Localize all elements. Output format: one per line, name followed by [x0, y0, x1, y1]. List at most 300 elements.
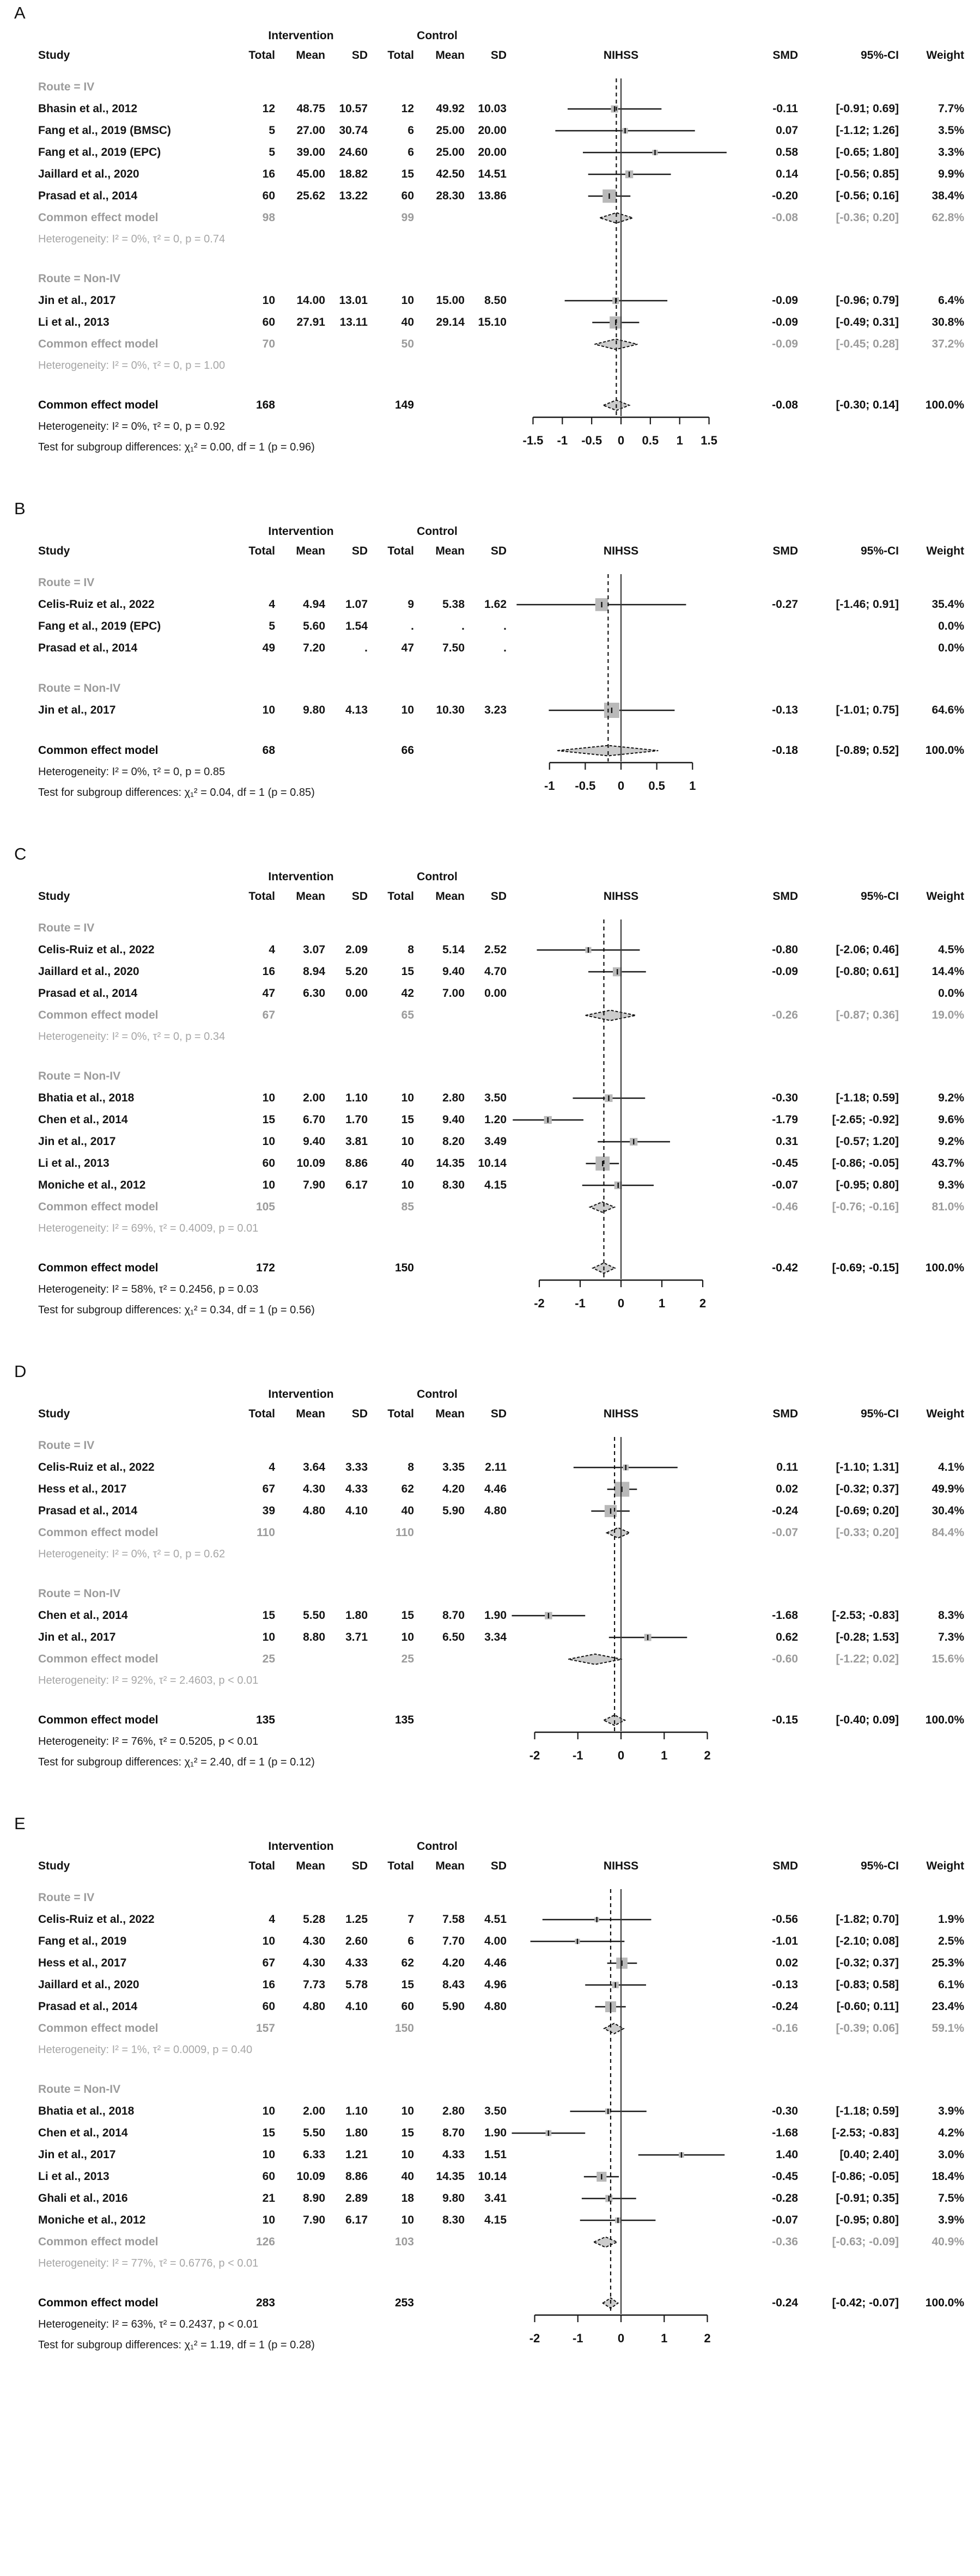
weight-value: 37.2%	[932, 338, 964, 350]
control-total-value: .	[411, 620, 414, 632]
control-sd-value: 1.90	[484, 2127, 507, 2139]
weight-column-header: Weight	[926, 1408, 964, 1420]
control-total-value: 10	[401, 1092, 414, 1104]
summary-row	[0, 1004, 980, 1026]
intervention-mean-value: 4.80	[303, 1505, 325, 1517]
study-label: Common effect model	[38, 2297, 159, 2309]
intervention-total-value: 10	[262, 1935, 275, 1947]
table-row	[0, 961, 980, 983]
smd-value: -0.28	[772, 2192, 798, 2204]
heterogeneity-row	[0, 1218, 980, 1239]
study-label: Celis-Ruiz et al., 2022	[38, 1461, 155, 1473]
spacer-row	[0, 1239, 980, 1257]
study-label: Ghali et al., 2016	[38, 2192, 128, 2204]
heterogeneity-text: Heterogeneity: I² = 63%, τ² = 0.2437, p < 0.01	[38, 2318, 259, 2330]
control-sd-value: 1.51	[484, 2148, 507, 2161]
control-mean-value: 9.40	[442, 965, 465, 978]
smd-value: -0.07	[772, 2214, 798, 2226]
control-sd-value: 3.41	[484, 2192, 507, 2204]
intervention-mean-column-header: Mean	[296, 49, 325, 62]
control-group-header: Control	[417, 525, 458, 538]
spacer-row	[0, 659, 980, 678]
weight-column-header: Weight	[926, 545, 964, 557]
intervention-mean-value: 4.94	[303, 598, 325, 611]
smd-value: -0.16	[772, 2022, 798, 2035]
control-mean-value: 2.80	[442, 1092, 465, 1104]
weight-value: 15.6%	[932, 1653, 964, 1665]
intervention-total-value: 15	[262, 1113, 275, 1126]
table-row	[0, 983, 980, 1004]
control-mean-value: 9.80	[442, 2192, 465, 2204]
control-sd-value: 4.51	[484, 1913, 507, 1926]
control-total-column-header: Total	[387, 1860, 414, 1872]
study-label: Celis-Ruiz et al., 2022	[38, 598, 155, 611]
intervention-total-column-header: Total	[248, 890, 275, 903]
group-header-row	[0, 27, 980, 45]
x-axis-tick-label: 0.5	[642, 434, 659, 447]
intervention-sd-value: 13.01	[339, 294, 368, 307]
overall-row	[0, 1709, 980, 1731]
x-axis-tick-label: -1	[544, 779, 555, 793]
x-axis	[507, 1279, 735, 1322]
study-label: Celis-Ruiz et al., 2022	[38, 1913, 155, 1926]
control-sd-column-header: SD	[490, 1860, 507, 1872]
weight-value: 2.5%	[938, 1935, 964, 1947]
intervention-group-header: Intervention	[268, 870, 334, 883]
test-text: Test for subgroup differences: χ₁² = 0.00, df = 1 (p = 0.96)	[38, 441, 315, 453]
smd-value: -0.45	[772, 1157, 798, 1170]
x-axis-tick-label: 1	[658, 1296, 666, 1310]
control-mean-value: 42.50	[436, 168, 465, 180]
heterogeneity-text: Heterogeneity: I² = 0%, τ² = 0, p = 0.34	[38, 1030, 226, 1043]
control-sd-value: 4.70	[484, 965, 507, 978]
intervention-sd-column-header: SD	[351, 890, 368, 903]
smd-value: -0.11	[772, 102, 798, 115]
intervention-mean-value: 5.60	[303, 620, 325, 632]
study-label: Moniche et al., 2012	[38, 1179, 146, 1191]
ci-value: [-1.10; 1.31]	[836, 1461, 899, 1473]
heterogeneity-row	[0, 2253, 980, 2274]
intervention-sd-value: 4.33	[345, 1957, 368, 1969]
table-row	[0, 1605, 980, 1627]
weight-value: 30.4%	[932, 1505, 964, 1517]
weight-value: 3.0%	[938, 2148, 964, 2161]
smd-value: 0.11	[776, 1461, 798, 1473]
subgroup-test-row	[0, 437, 980, 458]
spacer-row	[0, 1691, 980, 1709]
control-sd-value: 20.00	[478, 146, 507, 159]
forest-plot-panel-E	[0, 1814, 980, 2368]
intervention-total-value: 5	[269, 620, 275, 632]
table-row	[0, 1500, 980, 1522]
intervention-sd-value: 8.86	[345, 2170, 368, 2183]
study-label: Bhatia et al., 2018	[38, 1092, 135, 1104]
control-sd-value: 3.50	[484, 2105, 507, 2117]
spacer-row	[0, 249, 980, 268]
control-sd-value: 10.14	[478, 1157, 507, 1170]
intervention-total-value: 4	[269, 943, 275, 956]
study-column-header: Study	[38, 545, 70, 557]
control-mean-column-header: Mean	[435, 890, 465, 903]
intervention-sd-column-header: SD	[351, 49, 368, 62]
table-row	[0, 290, 980, 312]
intervention-sd-value: 3.81	[345, 1135, 368, 1148]
x-axis-tick-label: -2	[529, 2331, 540, 2345]
intervention-total-value: 60	[262, 2170, 275, 2183]
intervention-sd-value: 1.70	[345, 1113, 368, 1126]
weight-value: 1.9%	[938, 1913, 964, 1926]
smd-value: -0.24	[772, 1505, 798, 1517]
study-label: Common effect model	[38, 211, 159, 224]
table-row	[0, 312, 980, 333]
intervention-sd-value: 2.09	[345, 943, 368, 956]
x-axis-tick-label: 0	[617, 779, 625, 793]
control-sd-value: 4.46	[484, 1957, 507, 1969]
smd-value: -0.42	[772, 1262, 798, 1274]
intervention-total-column-header: Total	[248, 49, 275, 62]
ci-value: [-0.56; 0.16]	[836, 190, 899, 202]
heterogeneity-text: Heterogeneity: I² = 76%, τ² = 0.5205, p < 0.01	[38, 1735, 259, 1747]
subgroup-row	[0, 268, 980, 290]
heterogeneity-row	[0, 229, 980, 249]
control-sd-column-header: SD	[490, 1408, 507, 1420]
table-row	[0, 1627, 980, 1648]
study-label: Route = Non-IV	[38, 272, 121, 285]
forest-plot-panel-C	[0, 844, 980, 1333]
table-row	[0, 98, 980, 120]
test-text: Test for subgroup differences: χ₁² = 1.19, df = 1 (p = 0.28)	[38, 2339, 315, 2351]
smd-value: -0.80	[772, 943, 798, 956]
control-sd-value: 3.23	[484, 704, 507, 716]
intervention-total-value: 135	[255, 1714, 275, 1726]
weight-value: 7.5%	[938, 2192, 964, 2204]
control-sd-value: 3.49	[484, 1135, 507, 1148]
intervention-total-value: 16	[262, 168, 275, 180]
smd-value: -0.08	[772, 211, 798, 224]
weight-value: 43.7%	[932, 1157, 964, 1170]
study-label: Route = Non-IV	[38, 2083, 121, 2096]
weight-value: 30.8%	[932, 316, 964, 328]
control-total-column-header: Total	[387, 890, 414, 903]
intervention-sd-value: 4.10	[345, 2000, 368, 2013]
summary-row	[0, 1196, 980, 1218]
intervention-total-value: 4	[269, 598, 275, 611]
table-row	[0, 616, 980, 637]
control-sd-value: 15.10	[478, 316, 507, 328]
intervention-total-value: 47	[262, 987, 275, 1000]
table-row	[0, 2209, 980, 2231]
control-mean-value: 7.70	[442, 1935, 465, 1947]
study-label: Fang et al., 2019 (EPC)	[38, 620, 161, 632]
control-mean-value: 14.35	[436, 1157, 465, 1170]
x-axis-tick-label: -0.5	[581, 434, 602, 447]
table-row	[0, 699, 980, 721]
control-sd-value: 4.00	[484, 1935, 507, 1947]
control-total-column-header: Total	[387, 49, 414, 62]
weight-value: 6.1%	[938, 1978, 964, 1991]
ci-value: [-1.46; 0.91]	[836, 598, 899, 611]
intervention-mean-value: 7.90	[303, 2214, 325, 2226]
reference-lines	[507, 1887, 735, 2314]
x-axis-tick-label: -1	[575, 1296, 586, 1310]
weight-value: 100.0%	[925, 399, 964, 411]
control-total-value: 10	[401, 294, 414, 307]
weight-value: 84.4%	[932, 1526, 964, 1539]
intervention-mean-value: 5.28	[303, 1913, 325, 1926]
control-mean-value: 7.00	[442, 987, 465, 1000]
control-total-value: 150	[394, 1262, 414, 1274]
control-total-value: 10	[401, 2214, 414, 2226]
intervention-mean-value: 6.30	[303, 987, 325, 1000]
study-label: Common effect model	[38, 744, 159, 757]
ci-value: [-0.76; -0.16]	[832, 1201, 899, 1213]
heterogeneity-row	[0, 416, 980, 437]
smd-value: -1.79	[772, 1113, 798, 1126]
control-mean-value: 25.00	[436, 146, 465, 159]
study-label: Jaillard et al., 2020	[38, 965, 139, 978]
study-label: Hess et al., 2017	[38, 1483, 127, 1495]
control-sd-value: 8.50	[484, 294, 507, 307]
smd-value: 0.07	[776, 124, 798, 137]
table-row	[0, 1174, 980, 1196]
x-axis	[507, 1731, 735, 1774]
x-axis-tick-label: 1	[676, 434, 683, 447]
control-total-value: 15	[401, 168, 414, 180]
table-row	[0, 163, 980, 185]
panel-letter: B	[14, 499, 26, 518]
control-mean-value: 6.50	[442, 1631, 465, 1643]
x-axis-tick-label: 1	[689, 779, 696, 793]
control-sd-value: 1.62	[484, 598, 507, 611]
x-axis-tick-label: -0.5	[575, 779, 596, 793]
intervention-sd-value: 24.60	[339, 146, 368, 159]
control-total-column-header: Total	[387, 545, 414, 557]
table-row	[0, 594, 980, 616]
intervention-mean-value: 6.70	[303, 1113, 325, 1126]
study-label: Fang et al., 2019 (EPC)	[38, 146, 161, 159]
control-total-value: 99	[401, 211, 414, 224]
intervention-sd-column-header: SD	[351, 1860, 368, 1872]
study-label: Jaillard et al., 2020	[38, 1978, 139, 1991]
x-axis-tick-label: 2	[699, 1296, 707, 1310]
weight-value: 3.5%	[938, 124, 964, 137]
control-mean-value: 5.38	[442, 598, 465, 611]
weight-column-header: Weight	[926, 49, 964, 62]
control-sd-column-header: SD	[490, 890, 507, 903]
ci-column-header: 95%-CI	[860, 1860, 899, 1872]
intervention-total-value: 4	[269, 1913, 275, 1926]
intervention-sd-value: 3.33	[345, 1461, 368, 1473]
smd-column-header: SMD	[772, 1860, 798, 1872]
ci-value: [-0.60; 0.11]	[836, 2000, 899, 2013]
ci-value: [-1.22; 0.02]	[836, 1653, 899, 1665]
intervention-sd-value: 4.10	[345, 1505, 368, 1517]
heterogeneity-row	[0, 1731, 980, 1752]
intervention-mean-value: 39.00	[296, 146, 325, 159]
forest-plot-panel-D	[0, 1362, 980, 1786]
ci-value: [0.40; 2.40]	[839, 2148, 899, 2161]
overall-row	[0, 2292, 980, 2314]
control-total-value: 15	[401, 965, 414, 978]
intervention-mean-value: 2.00	[303, 2105, 325, 2117]
summary-row	[0, 2231, 980, 2253]
control-total-value: 47	[401, 642, 414, 654]
study-label: Moniche et al., 2012	[38, 2214, 146, 2226]
summary-row	[0, 207, 980, 229]
study-label: Common effect model	[38, 1526, 159, 1539]
ci-value: [-0.40; 0.09]	[836, 1714, 899, 1726]
spacer-row	[0, 1047, 980, 1065]
table-row	[0, 1087, 980, 1109]
intervention-sd-value: 13.11	[339, 316, 368, 328]
panel-letter: E	[14, 1814, 26, 1833]
forest-plot-panel-B	[0, 499, 980, 816]
study-label: Bhasin et al., 2012	[38, 102, 138, 115]
study-label: Route = IV	[38, 81, 95, 93]
control-total-value: 60	[401, 2000, 414, 2013]
study-label: Chen et al., 2014	[38, 1609, 128, 1622]
intervention-total-value: 157	[255, 2022, 275, 2035]
ci-value: [-0.33; 0.20]	[836, 1526, 899, 1539]
table-row	[0, 1457, 980, 1478]
control-mean-value: 4.33	[442, 2148, 465, 2161]
weight-value: 9.9%	[938, 168, 964, 180]
weight-value: 9.2%	[938, 1135, 964, 1148]
control-total-value: 6	[407, 124, 414, 137]
control-sd-value: 4.80	[484, 1505, 507, 1517]
intervention-total-column-header: Total	[248, 1408, 275, 1420]
ci-value: [-1.82; 0.70]	[836, 1913, 899, 1926]
column-header-row	[0, 45, 980, 66]
control-mean-column-header: Mean	[435, 49, 465, 62]
heterogeneity-row	[0, 1670, 980, 1691]
intervention-mean-value: 4.30	[303, 1957, 325, 1969]
control-mean-value: 8.30	[442, 2214, 465, 2226]
study-label: Common effect model	[38, 338, 159, 350]
smd-value: -0.24	[772, 2000, 798, 2013]
intervention-mean-value: 4.80	[303, 2000, 325, 2013]
weight-value: 8.3%	[938, 1609, 964, 1622]
intervention-mean-value: 7.73	[303, 1978, 325, 1991]
study-label: Route = Non-IV	[38, 1587, 121, 1600]
control-mean-value: 8.70	[442, 1609, 465, 1622]
intervention-mean-column-header: Mean	[296, 890, 325, 903]
intervention-mean-column-header: Mean	[296, 1408, 325, 1420]
intervention-total-value: 21	[262, 2192, 275, 2204]
table-row	[0, 120, 980, 142]
control-sd-value: 2.11	[485, 1461, 507, 1473]
ci-value: [-0.86; -0.05]	[832, 1157, 899, 1170]
intervention-sd-value: 30.74	[339, 124, 368, 137]
intervention-mean-value: 4.30	[303, 1935, 325, 1947]
intervention-mean-value: 45.00	[296, 168, 325, 180]
smd-value: 0.58	[776, 146, 798, 159]
x-axis-tick-label: 0.5	[648, 779, 665, 793]
control-mean-value: 4.20	[442, 1957, 465, 1969]
smd-value: 0.02	[776, 1957, 798, 1969]
control-sd-value: 10.14	[478, 2170, 507, 2183]
control-total-value: 8	[407, 1461, 414, 1473]
study-label: Route = IV	[38, 922, 95, 934]
weight-value: 100.0%	[925, 2297, 964, 2309]
control-total-value: 7	[407, 1913, 414, 1926]
ci-value: [-0.69; 0.20]	[836, 1505, 899, 1517]
test-text: Test for subgroup differences: χ₁² = 2.40, df = 1 (p = 0.12)	[38, 1756, 315, 1768]
study-label: Common effect model	[38, 399, 159, 411]
study-label: Li et al., 2013	[38, 2170, 109, 2183]
group-header-row	[0, 1386, 980, 1403]
study-label: Route = IV	[38, 1891, 95, 1904]
heterogeneity-row	[0, 1026, 980, 1047]
control-total-value: 40	[401, 1505, 414, 1517]
smd-column-header: SMD	[772, 1408, 798, 1420]
panel-letter: A	[14, 3, 26, 22]
intervention-sd-value: .	[364, 642, 368, 654]
intervention-sd-value: 1.10	[345, 2105, 368, 2117]
intervention-mean-value: 7.20	[303, 642, 325, 654]
intervention-total-value: 98	[262, 211, 275, 224]
x-axis	[507, 762, 735, 804]
study-column-header: Study	[38, 890, 70, 903]
control-total-value: 10	[401, 2105, 414, 2117]
weight-value: 4.2%	[938, 2127, 964, 2139]
reference-lines	[507, 1435, 735, 1731]
control-sd-value: 3.34	[484, 1631, 507, 1643]
control-mean-column-header: Mean	[435, 545, 465, 557]
table-row	[0, 2100, 980, 2122]
subgroup-test-row	[0, 2335, 980, 2355]
ci-value: [-0.42; -0.07]	[832, 2297, 899, 2309]
weight-column-header: Weight	[926, 1860, 964, 1872]
control-mean-value: 5.90	[442, 2000, 465, 2013]
intervention-sd-value: 1.25	[345, 1913, 368, 1926]
intervention-group-header: Intervention	[268, 29, 334, 42]
smd-value: -0.27	[772, 598, 798, 611]
study-label: Fang et al., 2019	[38, 1935, 127, 1947]
intervention-total-value: 5	[269, 146, 275, 159]
study-label: Route = IV	[38, 1439, 95, 1452]
group-header-row	[0, 523, 980, 540]
smd-value: 0.02	[776, 1483, 798, 1495]
intervention-total-value: 15	[262, 1609, 275, 1622]
intervention-mean-value: 5.50	[303, 1609, 325, 1622]
test-text: Test for subgroup differences: χ₁² = 0.04, df = 1 (p = 0.85)	[38, 786, 315, 799]
intervention-total-column-header: Total	[248, 545, 275, 557]
heterogeneity-text: Heterogeneity: I² = 58%, τ² = 0.2456, p = 0.03	[38, 1283, 259, 1295]
intervention-sd-value: 18.82	[339, 168, 368, 180]
intervention-total-value: 39	[262, 1505, 275, 1517]
ci-value: [-2.65; -0.92]	[832, 1113, 899, 1126]
study-label: Jin et al., 2017	[38, 704, 116, 716]
weight-value: 49.9%	[932, 1483, 964, 1495]
control-total-value: 10	[401, 1631, 414, 1643]
intervention-total-value: 60	[262, 316, 275, 328]
panel-letter: C	[14, 844, 27, 863]
intervention-total-value: 67	[262, 1957, 275, 1969]
overall-row	[0, 740, 980, 762]
table-row	[0, 939, 980, 961]
control-total-value: 10	[401, 2148, 414, 2161]
x-axis	[507, 2314, 735, 2356]
x-axis-tick-label: 1	[661, 1749, 668, 1762]
weight-value: 18.4%	[932, 2170, 964, 2183]
ci-value: [-2.53; -0.83]	[832, 2127, 899, 2139]
x-axis-tick-label: 2	[704, 2331, 711, 2345]
table-row	[0, 1909, 980, 1931]
weight-value: 3.9%	[938, 2214, 964, 2226]
x-axis-tick-label: 2	[704, 1749, 711, 1762]
smd-value: -0.09	[772, 294, 798, 307]
